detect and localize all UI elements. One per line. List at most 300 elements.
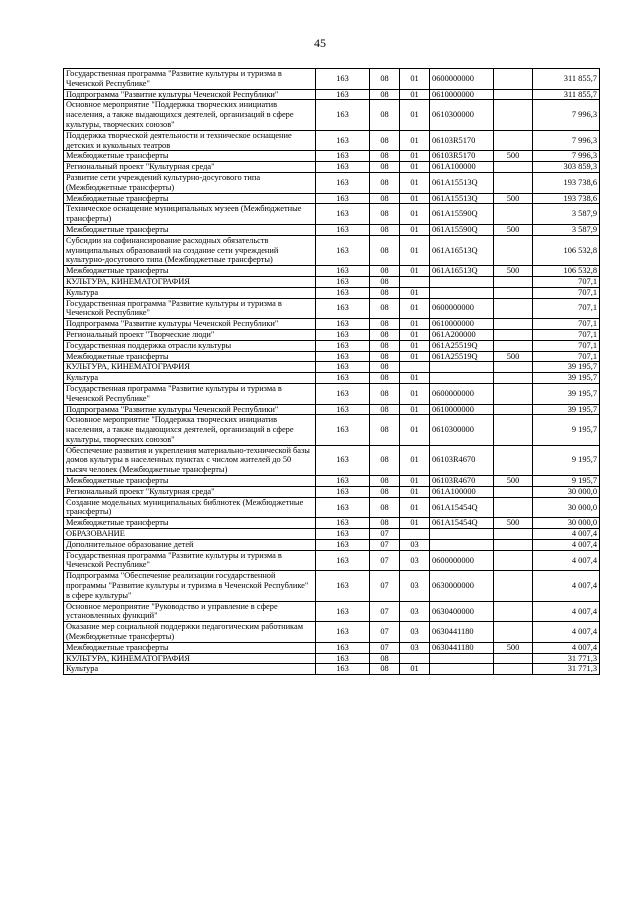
row-gr-cell: 163 <box>316 276 370 287</box>
row-vr-cell: 500 <box>494 193 533 204</box>
row-vr-cell <box>494 130 533 151</box>
row-pr-cell: 01 <box>400 224 430 235</box>
row-pr-cell: 01 <box>400 298 430 319</box>
table-row <box>64 329 600 340</box>
row-pr-cell: 01 <box>400 497 430 518</box>
row-sum-cell: 311 855,7 <box>533 69 600 90</box>
table-row <box>64 373 600 384</box>
row-name-cell: Подпрограмма "Обеспечение реализации государственной программы "Развитие культуры и туризма в Чеченской Республике" в сфере культуры" <box>64 571 316 601</box>
row-pr-cell <box>400 276 430 287</box>
row-rz-cell: 08 <box>370 518 400 529</box>
row-vr-cell <box>494 539 533 550</box>
row-sum-cell: 707,1 <box>533 298 600 319</box>
row-gr-cell: 163 <box>316 362 370 373</box>
row-cs-cell: 061A25519Q <box>430 351 494 362</box>
row-name-cell: КУЛЬТУРА, КИНЕМАТОГРАФИЯ <box>64 653 316 664</box>
row-sum-cell: 707,1 <box>533 351 600 362</box>
row-pr-cell: 01 <box>400 287 430 298</box>
table-row <box>64 340 600 351</box>
table-row <box>64 69 600 90</box>
row-sum-cell: 707,1 <box>533 340 600 351</box>
row-rz-cell: 07 <box>370 571 400 601</box>
row-name-cell: Межбюджетные трансферты <box>64 476 316 487</box>
row-vr-cell <box>494 486 533 497</box>
row-gr-cell: 163 <box>316 193 370 204</box>
row-pr-cell: 01 <box>400 329 430 340</box>
row-pr-cell: 01 <box>400 319 430 330</box>
table-row <box>64 550 600 571</box>
row-cs-cell: 061A16513Q <box>430 235 494 265</box>
row-vr-cell <box>494 319 533 330</box>
row-cs-cell: 0610000000 <box>430 89 494 100</box>
row-cs-cell: 061A16513Q <box>430 266 494 277</box>
row-name-cell: Межбюджетные трансферты <box>64 193 316 204</box>
row-name-cell: Межбюджетные трансферты <box>64 224 316 235</box>
row-sum-cell: 30 000,0 <box>533 518 600 529</box>
row-rz-cell: 08 <box>370 319 400 330</box>
row-gr-cell: 163 <box>316 664 370 675</box>
row-sum-cell: 106 532,8 <box>533 235 600 265</box>
table-row <box>64 415 600 445</box>
row-pr-cell: 01 <box>400 162 430 173</box>
row-vr-cell <box>494 172 533 193</box>
row-name-cell: Межбюджетные трансферты <box>64 518 316 529</box>
row-sum-cell: 193 738,6 <box>533 172 600 193</box>
row-name-cell: Создание модельных муниципальных библиотек (Межбюджетные трансферты) <box>64 497 316 518</box>
row-rz-cell: 08 <box>370 340 400 351</box>
row-gr-cell: 163 <box>316 204 370 225</box>
row-rz-cell: 08 <box>370 497 400 518</box>
row-gr-cell: 163 <box>316 298 370 319</box>
row-cs-cell: 061A15513Q <box>430 172 494 193</box>
table-row <box>64 151 600 162</box>
row-cs-cell: 0630400000 <box>430 601 494 622</box>
row-rz-cell: 07 <box>370 529 400 540</box>
row-gr-cell: 163 <box>316 404 370 415</box>
row-vr-cell: 500 <box>494 224 533 235</box>
row-cs-cell: 061A15513Q <box>430 193 494 204</box>
row-name-cell: Основное мероприятие "Поддержка творческих инициатив населения, а также выдающихся деятелей, организаций в сфере культуры, творческих союзов" <box>64 100 316 130</box>
row-vr-cell: 500 <box>494 642 533 653</box>
row-name-cell: Региональный проект "Творческие люди" <box>64 329 316 340</box>
row-gr-cell: 163 <box>316 529 370 540</box>
row-rz-cell: 08 <box>370 329 400 340</box>
row-gr-cell: 163 <box>316 130 370 151</box>
row-rz-cell: 08 <box>370 351 400 362</box>
row-cs-cell: 06103R5170 <box>430 130 494 151</box>
row-sum-cell: 39 195,7 <box>533 383 600 404</box>
row-gr-cell: 163 <box>316 340 370 351</box>
row-sum-cell: 7 996,3 <box>533 151 600 162</box>
row-vr-cell <box>494 664 533 675</box>
row-pr-cell: 01 <box>400 340 430 351</box>
row-cs-cell: 06103R4670 <box>430 476 494 487</box>
row-sum-cell: 31 771,3 <box>533 664 600 675</box>
row-pr-cell: 01 <box>400 69 430 90</box>
row-vr-cell: 500 <box>494 266 533 277</box>
row-sum-cell: 9 195,7 <box>533 445 600 475</box>
row-rz-cell: 08 <box>370 287 400 298</box>
row-pr-cell: 03 <box>400 550 430 571</box>
row-sum-cell: 7 996,3 <box>533 130 600 151</box>
row-gr-cell: 163 <box>316 642 370 653</box>
row-vr-cell: 500 <box>494 351 533 362</box>
row-pr-cell: 01 <box>400 383 430 404</box>
row-cs-cell: 061A15454Q <box>430 518 494 529</box>
row-sum-cell: 707,1 <box>533 319 600 330</box>
row-rz-cell: 07 <box>370 539 400 550</box>
row-name-cell: Поддержка творческой деятельности и техническое оснащение детских и кукольных театров <box>64 130 316 151</box>
row-rz-cell: 08 <box>370 100 400 130</box>
row-sum-cell: 4 007,4 <box>533 642 600 653</box>
row-name-cell: Государственная программа "Развитие культуры и туризма в Чеченской Республике" <box>64 383 316 404</box>
row-cs-cell <box>430 373 494 384</box>
row-vr-cell <box>494 622 533 643</box>
row-vr-cell <box>494 529 533 540</box>
row-gr-cell: 163 <box>316 235 370 265</box>
row-pr-cell: 01 <box>400 373 430 384</box>
row-gr-cell: 163 <box>316 550 370 571</box>
row-cs-cell: 0600000000 <box>430 383 494 404</box>
row-pr-cell: 03 <box>400 642 430 653</box>
row-cs-cell: 0610000000 <box>430 404 494 415</box>
row-sum-cell: 4 007,4 <box>533 539 600 550</box>
row-cs-cell: 06103R4670 <box>430 445 494 475</box>
row-rz-cell: 08 <box>370 69 400 90</box>
row-cs-cell: 061A15590Q <box>430 224 494 235</box>
table-row <box>64 404 600 415</box>
budget-table-body <box>64 69 600 675</box>
row-name-cell: Культура <box>64 287 316 298</box>
row-gr-cell: 163 <box>316 162 370 173</box>
row-vr-cell <box>494 100 533 130</box>
row-cs-cell: 0610300000 <box>430 415 494 445</box>
row-gr-cell: 163 <box>316 172 370 193</box>
row-rz-cell: 08 <box>370 445 400 475</box>
row-gr-cell: 163 <box>316 571 370 601</box>
table-row <box>64 539 600 550</box>
row-sum-cell: 4 007,4 <box>533 622 600 643</box>
row-rz-cell: 08 <box>370 362 400 373</box>
row-cs-cell: 061A200000 <box>430 329 494 340</box>
row-vr-cell <box>494 445 533 475</box>
table-row <box>64 664 600 675</box>
row-gr-cell: 163 <box>316 69 370 90</box>
row-pr-cell: 01 <box>400 204 430 225</box>
table-row <box>64 642 600 653</box>
table-row <box>64 486 600 497</box>
row-sum-cell: 193 738,6 <box>533 193 600 204</box>
row-name-cell: Культура <box>64 664 316 675</box>
row-sum-cell: 4 007,4 <box>533 529 600 540</box>
row-cs-cell: 061A25519Q <box>430 340 494 351</box>
row-name-cell: Основное мероприятие "Руководство и управление в сфере установленных функций" <box>64 601 316 622</box>
table-row <box>64 204 600 225</box>
row-vr-cell <box>494 69 533 90</box>
row-sum-cell: 9 195,7 <box>533 476 600 487</box>
row-name-cell: Межбюджетные трансферты <box>64 351 316 362</box>
row-cs-cell <box>430 362 494 373</box>
row-sum-cell: 3 587,9 <box>533 204 600 225</box>
row-name-cell: Культура <box>64 373 316 384</box>
table-row <box>64 653 600 664</box>
row-cs-cell <box>430 653 494 664</box>
row-name-cell: Государственная программа "Развитие культуры и туризма в Чеченской Республике" <box>64 69 316 90</box>
row-pr-cell: 03 <box>400 622 430 643</box>
row-rz-cell: 08 <box>370 224 400 235</box>
row-name-cell: КУЛЬТУРА, КИНЕМАТОГРАФИЯ <box>64 276 316 287</box>
row-sum-cell: 7 996,3 <box>533 100 600 130</box>
row-rz-cell: 07 <box>370 601 400 622</box>
row-cs-cell <box>430 529 494 540</box>
row-name-cell: Техническое оснащение муниципальных музеев (Межбюджетные трансферты) <box>64 204 316 225</box>
table-row <box>64 298 600 319</box>
row-pr-cell: 01 <box>400 100 430 130</box>
row-vr-cell: 500 <box>494 518 533 529</box>
row-rz-cell: 08 <box>370 486 400 497</box>
row-gr-cell: 163 <box>316 151 370 162</box>
row-name-cell: Обеспечение развития и укрепления материально-технической базы домов культуры в населенных пунктах с числом жителей до 50 тысяч человек (Межбюджетные трансферты) <box>64 445 316 475</box>
row-name-cell: Межбюджетные трансферты <box>64 266 316 277</box>
table-row <box>64 319 600 330</box>
table-row <box>64 266 600 277</box>
row-gr-cell: 163 <box>316 224 370 235</box>
table-row <box>64 497 600 518</box>
row-sum-cell: 9 195,7 <box>533 415 600 445</box>
table-row <box>64 518 600 529</box>
row-rz-cell: 08 <box>370 172 400 193</box>
row-pr-cell: 03 <box>400 601 430 622</box>
row-pr-cell: 01 <box>400 193 430 204</box>
row-pr-cell: 01 <box>400 664 430 675</box>
row-name-cell: Региональный проект "Культурная среда" <box>64 162 316 173</box>
row-sum-cell: 311 855,7 <box>533 89 600 100</box>
row-vr-cell <box>494 362 533 373</box>
row-gr-cell: 163 <box>316 100 370 130</box>
row-rz-cell: 08 <box>370 415 400 445</box>
row-gr-cell: 163 <box>316 622 370 643</box>
row-name-cell: Основное мероприятие "Поддержка творческих инициатив населения, а также выдающихся деятелей, организаций в сфере культуры, творческих союзов" <box>64 415 316 445</box>
row-vr-cell <box>494 162 533 173</box>
row-rz-cell: 08 <box>370 664 400 675</box>
row-pr-cell: 01 <box>400 518 430 529</box>
table-row <box>64 445 600 475</box>
row-rz-cell: 08 <box>370 151 400 162</box>
row-vr-cell <box>494 276 533 287</box>
table-row <box>64 100 600 130</box>
row-vr-cell <box>494 653 533 664</box>
row-rz-cell: 08 <box>370 162 400 173</box>
row-vr-cell <box>494 298 533 319</box>
row-rz-cell: 08 <box>370 266 400 277</box>
row-pr-cell: 01 <box>400 235 430 265</box>
row-name-cell: Межбюджетные трансферты <box>64 151 316 162</box>
table-row <box>64 601 600 622</box>
row-sum-cell: 4 007,4 <box>533 601 600 622</box>
row-rz-cell: 08 <box>370 204 400 225</box>
row-name-cell: Подпрограмма "Развитие культуры Чеченской Республики" <box>64 319 316 330</box>
row-gr-cell: 163 <box>316 287 370 298</box>
row-cs-cell: 061A100000 <box>430 162 494 173</box>
row-gr-cell: 163 <box>316 601 370 622</box>
row-pr-cell: 01 <box>400 415 430 445</box>
row-pr-cell: 01 <box>400 486 430 497</box>
row-gr-cell: 163 <box>316 373 370 384</box>
table-row <box>64 162 600 173</box>
row-pr-cell <box>400 529 430 540</box>
row-rz-cell: 07 <box>370 550 400 571</box>
table-row <box>64 362 600 373</box>
row-gr-cell: 163 <box>316 89 370 100</box>
row-vr-cell <box>494 373 533 384</box>
table-row <box>64 276 600 287</box>
row-name-cell: КУЛЬТУРА, КИНЕМАТОГРАФИЯ <box>64 362 316 373</box>
row-cs-cell: 0600000000 <box>430 550 494 571</box>
row-gr-cell: 163 <box>316 497 370 518</box>
row-cs-cell: 0610000000 <box>430 319 494 330</box>
row-cs-cell: 0600000000 <box>430 69 494 90</box>
row-vr-cell <box>494 550 533 571</box>
row-vr-cell <box>494 601 533 622</box>
row-vr-cell <box>494 340 533 351</box>
row-sum-cell: 707,1 <box>533 276 600 287</box>
row-pr-cell: 01 <box>400 151 430 162</box>
table-row <box>64 235 600 265</box>
row-name-cell: Государственная поддержка отрасли культуры <box>64 340 316 351</box>
row-sum-cell: 39 195,7 <box>533 373 600 384</box>
row-rz-cell: 08 <box>370 404 400 415</box>
row-name-cell: Дополнительное образование детей <box>64 539 316 550</box>
row-name-cell: Государственная программа "Развитие культуры и туризма в Чеченской Республике" <box>64 550 316 571</box>
row-name-cell: Подпрограмма "Развитие культуры Чеченской Республики" <box>64 404 316 415</box>
row-vr-cell <box>494 287 533 298</box>
row-pr-cell <box>400 362 430 373</box>
row-cs-cell: 061A15454Q <box>430 497 494 518</box>
row-sum-cell: 707,1 <box>533 329 600 340</box>
row-name-cell: Региональный проект "Культурная среда" <box>64 486 316 497</box>
table-row <box>64 476 600 487</box>
row-sum-cell: 3 587,9 <box>533 224 600 235</box>
row-name-cell: Развитие сети учреждений культурно-досугового типа (Межбюджетные трансферты) <box>64 172 316 193</box>
row-pr-cell: 01 <box>400 476 430 487</box>
row-sum-cell: 30 000,0 <box>533 486 600 497</box>
row-cs-cell: 061A100000 <box>430 486 494 497</box>
table-row <box>64 89 600 100</box>
row-vr-cell <box>494 497 533 518</box>
row-rz-cell: 08 <box>370 653 400 664</box>
row-gr-cell: 163 <box>316 383 370 404</box>
row-vr-cell <box>494 89 533 100</box>
row-gr-cell: 163 <box>316 539 370 550</box>
row-pr-cell <box>400 653 430 664</box>
row-gr-cell: 163 <box>316 266 370 277</box>
row-cs-cell <box>430 287 494 298</box>
row-gr-cell: 163 <box>316 486 370 497</box>
row-pr-cell: 03 <box>400 539 430 550</box>
row-vr-cell <box>494 329 533 340</box>
row-vr-cell <box>494 235 533 265</box>
row-pr-cell: 01 <box>400 172 430 193</box>
row-gr-cell: 163 <box>316 518 370 529</box>
row-sum-cell: 39 195,7 <box>533 404 600 415</box>
row-rz-cell: 08 <box>370 276 400 287</box>
row-gr-cell: 163 <box>316 415 370 445</box>
row-rz-cell: 08 <box>370 193 400 204</box>
row-gr-cell: 163 <box>316 445 370 475</box>
row-pr-cell: 01 <box>400 130 430 151</box>
row-sum-cell: 30 000,0 <box>533 497 600 518</box>
row-gr-cell: 163 <box>316 319 370 330</box>
table-row <box>64 529 600 540</box>
row-rz-cell: 08 <box>370 298 400 319</box>
table-row <box>64 193 600 204</box>
row-gr-cell: 163 <box>316 476 370 487</box>
row-sum-cell: 707,1 <box>533 287 600 298</box>
row-pr-cell: 01 <box>400 404 430 415</box>
row-rz-cell: 07 <box>370 622 400 643</box>
row-name-cell: Оказание мер социальной поддержки педагогическим работникам (Межбюджетные трансферты) <box>64 622 316 643</box>
row-gr-cell: 163 <box>316 351 370 362</box>
row-pr-cell: 01 <box>400 351 430 362</box>
row-rz-cell: 08 <box>370 130 400 151</box>
table-row <box>64 622 600 643</box>
row-rz-cell: 08 <box>370 476 400 487</box>
table-row <box>64 130 600 151</box>
row-sum-cell: 39 195,7 <box>533 362 600 373</box>
row-rz-cell: 08 <box>370 383 400 404</box>
row-cs-cell <box>430 539 494 550</box>
row-vr-cell <box>494 404 533 415</box>
row-sum-cell: 4 007,4 <box>533 571 600 601</box>
row-cs-cell: 0610300000 <box>430 100 494 130</box>
row-cs-cell: 0600000000 <box>430 298 494 319</box>
row-gr-cell: 163 <box>316 329 370 340</box>
row-sum-cell: 31 771,3 <box>533 653 600 664</box>
table-row <box>64 287 600 298</box>
row-name-cell: Государственная программа "Развитие культуры и туризма в Чеченской Республике" <box>64 298 316 319</box>
table-row <box>64 383 600 404</box>
row-vr-cell <box>494 571 533 601</box>
row-sum-cell: 4 007,4 <box>533 550 600 571</box>
table-row <box>64 172 600 193</box>
row-cs-cell: 0630441180 <box>430 622 494 643</box>
row-pr-cell: 01 <box>400 89 430 100</box>
row-vr-cell: 500 <box>494 476 533 487</box>
row-rz-cell: 08 <box>370 89 400 100</box>
row-name-cell: Субсидии на софинансирование расходных обязательств муниципальных образований на создание сети учреждений культурно-досугового типа (Межбюджетные трансферты) <box>64 235 316 265</box>
row-vr-cell <box>494 415 533 445</box>
row-cs-cell: 061A15590Q <box>430 204 494 225</box>
budget-table <box>63 68 600 675</box>
row-vr-cell <box>494 383 533 404</box>
row-name-cell: Подпрограмма "Развитие культуры Чеченской Республики" <box>64 89 316 100</box>
page-number: 45 <box>314 36 326 50</box>
row-cs-cell: 0630441180 <box>430 642 494 653</box>
row-rz-cell: 08 <box>370 235 400 265</box>
row-rz-cell: 07 <box>370 642 400 653</box>
row-sum-cell: 303 859,3 <box>533 162 600 173</box>
row-cs-cell: 06103R5170 <box>430 151 494 162</box>
row-vr-cell <box>494 204 533 225</box>
row-name-cell: ОБРАЗОВАНИЕ <box>64 529 316 540</box>
row-gr-cell: 163 <box>316 653 370 664</box>
row-cs-cell: 0630000000 <box>430 571 494 601</box>
row-pr-cell: 03 <box>400 571 430 601</box>
row-cs-cell <box>430 664 494 675</box>
row-vr-cell: 500 <box>494 151 533 162</box>
row-rz-cell: 08 <box>370 373 400 384</box>
table-row <box>64 351 600 362</box>
